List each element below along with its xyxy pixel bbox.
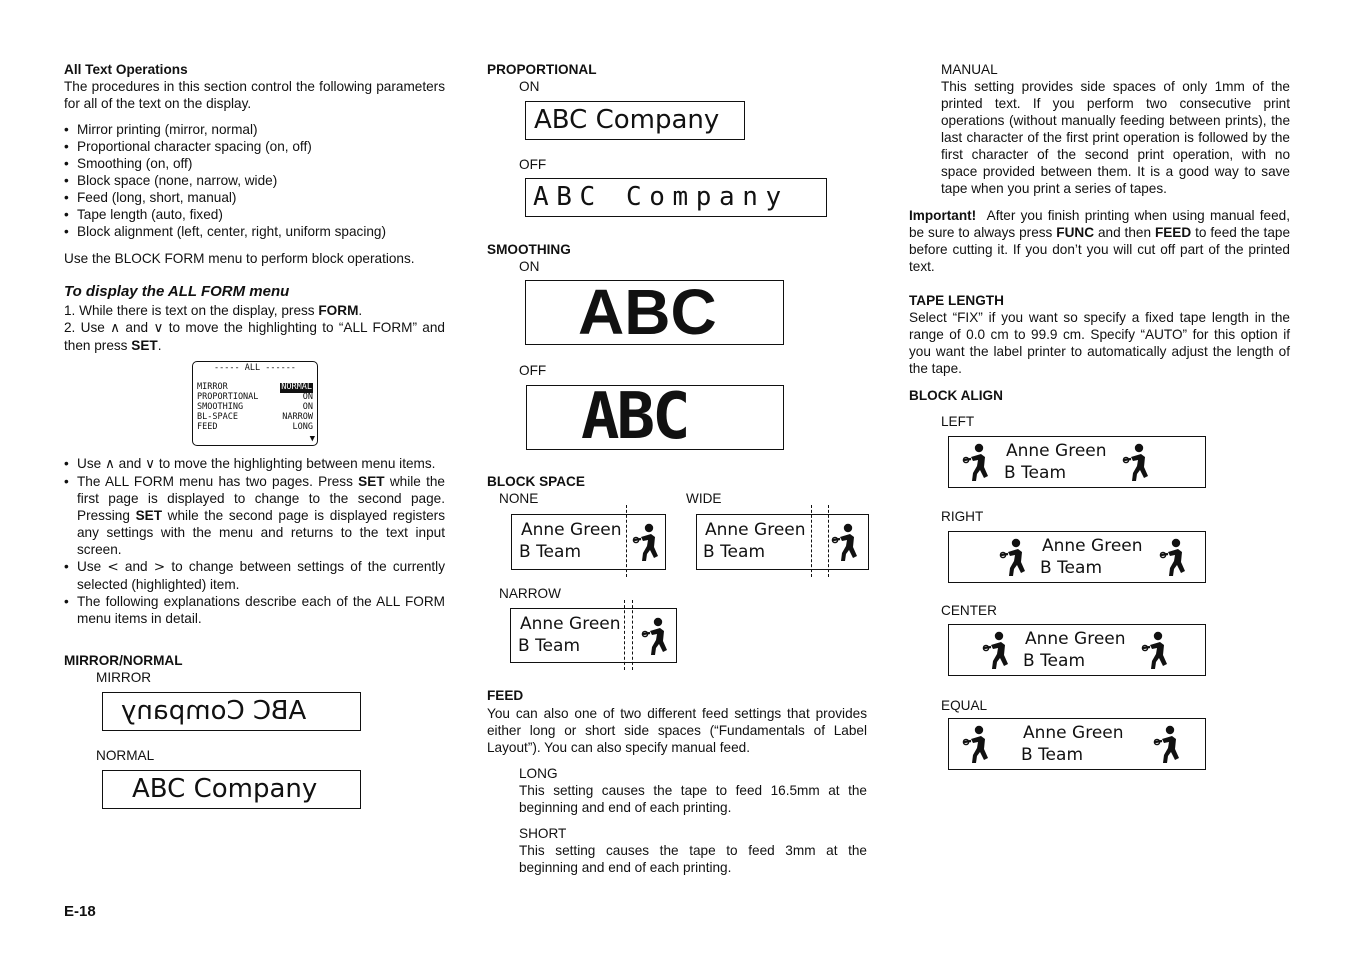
feed-text: You can also one of two different feed settings that provides either long or short side spaces (“Fundamentals of Label Layout”). You can also specify manual feed.: [487, 706, 867, 755]
list-item: • Block space (none, narrow, wide): [64, 172, 445, 189]
align-left-sample: Anne Green B Team: [948, 436, 1206, 488]
manual-text: This setting provides side spaces of only 1mm of the printed text. If you perform two consecutive print operations (without manually feeding between prints), the last character of the first print operation is followed by the first character of the second print operation, with no space provided between them. It is a good way to save tape when you print a series of tapes.: [941, 79, 1290, 196]
mirror-label-sample: [102, 692, 361, 731]
prop-on-sample: ABC Company: [525, 101, 745, 140]
list-item: • Use < and > to change between settings of the currently selected (highlighted) item.: [64, 558, 445, 593]
align-equal-label: EQUAL: [941, 698, 988, 713]
prop-off-label: OFF: [519, 157, 547, 172]
lcd-row: SMOOTHING ON: [197, 402, 313, 412]
list-item: • Feed (long, short, manual): [64, 189, 445, 206]
menu-notes: [64, 455, 445, 627]
tennis-player-icon: [962, 725, 992, 765]
block-divider: [811, 505, 812, 577]
block-space-narrow-sample: Anne Green B Team: [510, 608, 677, 663]
step-1: 1. While there is text on the display, press FORM.: [64, 303, 363, 318]
lcd-title: ----- ALL ------: [214, 363, 296, 373]
normal-sample-text: ABC Company: [132, 774, 318, 804]
align-left-label: LEFT: [941, 414, 975, 429]
list-item: • Use ∧ and ∨ to move the highlighting between menu items.: [64, 455, 445, 473]
align-right-label: RIGHT: [941, 509, 984, 524]
lcd-row: MIRROR NORMAL: [197, 382, 312, 392]
block-divider: [624, 600, 625, 670]
align-equal-sample: Anne Green B Team: [948, 718, 1206, 770]
tape-length-heading: TAPE LENGTH: [909, 293, 1004, 308]
up-arrow-icon: ∧: [110, 320, 121, 336]
list-item: • The ALL FORM menu has two pages. Press SET while the first page is displayed to change to the second page. Pressing SET while the second page is displayed registers any settings with the menu and returns to the text input screen.: [64, 473, 445, 558]
manual-label: MANUAL: [941, 62, 998, 77]
narrow-label: NARROW: [499, 586, 561, 601]
lcd-display: [192, 361, 318, 446]
mirror-label: MIRROR: [96, 670, 152, 685]
short-label: SHORT: [519, 826, 567, 841]
lcd-row: BL-SPACE NARROW: [197, 412, 313, 422]
lcd-row: PROPORTIONAL ON: [197, 392, 313, 402]
block-divider: [632, 600, 633, 670]
parameter-list: [64, 121, 445, 240]
block-space-none-sample: Anne Green B Team: [511, 514, 666, 570]
block-space-wide-sample: Anne Green B Team: [696, 514, 869, 570]
lcd-row: FEED LONG: [197, 422, 313, 432]
all-text-intro: The procedures in this section control the following parameters for all of the text on the display.: [64, 79, 445, 111]
proportional-heading: PROPORTIONAL: [487, 62, 597, 77]
tennis-player-icon: [999, 538, 1029, 578]
wide-label: WIDE: [686, 491, 722, 506]
smooth-off-label: OFF: [519, 363, 547, 378]
tennis-player-icon: [831, 523, 861, 563]
up-arrow-icon: ∧: [104, 456, 115, 472]
down-arrow-icon: ∨: [145, 456, 156, 472]
list-item: • Smoothing (on, off): [64, 155, 445, 172]
tennis-player-icon: [1122, 443, 1152, 483]
short-text: This setting causes the tape to feed 3mm at the beginning and end of each printing.: [519, 843, 867, 875]
list-item: • Mirror printing (mirror, normal): [64, 121, 445, 138]
smooth-on-sample: ABC: [525, 280, 784, 345]
block-form-note: Use the BLOCK FORM menu to perform block operations.: [64, 251, 415, 266]
tennis-player-icon: [1141, 631, 1171, 671]
tennis-player-icon: [962, 443, 992, 483]
block-divider: [828, 505, 829, 577]
mirror-sample-text: ABC Company: [121, 696, 307, 726]
list-item: • Proportional character spacing (on, off): [64, 138, 445, 155]
lcd-highlight: NORMAL: [281, 382, 312, 392]
all-text-heading: All Text Operations: [64, 62, 188, 77]
align-right-sample: Anne Green B Team: [948, 531, 1206, 583]
smooth-off-sample: ABC: [526, 385, 784, 450]
list-item: • Block alignment (left, center, right, uniform spacing): [64, 223, 445, 240]
step-2: 2. Use ∧ and ∨ to move the highlighting to “ALL FORM” and then press SET.: [64, 320, 445, 353]
align-center-sample: Anne Green B Team: [948, 624, 1206, 676]
triangle-down-icon: ▼: [309, 434, 315, 445]
down-arrow-icon: ∨: [153, 320, 164, 336]
smooth-on-label: ON: [519, 259, 540, 274]
mirror-heading: MIRROR/NORMAL: [64, 653, 183, 668]
feed-heading: FEED: [487, 688, 524, 703]
list-item: • The following explanations describe each of the ALL FORM menu items in detail.: [64, 593, 445, 627]
left-arrow-icon: <: [107, 559, 119, 575]
tennis-player-icon: [982, 631, 1012, 671]
right-arrow-icon: >: [153, 559, 166, 575]
tennis-player-icon: [632, 523, 662, 563]
important-note: Important! After you finish printing when using manual feed, be sure to always press FUNC and then FEED to feed the tape before cutting it. If you don’t you will cut off part of the printed text.: [909, 208, 1291, 274]
tape-length-text: Select “FIX” if you want so specify a fixed tape length in the range of 0.0 cm to 99.9 cm. Specify “AUTO” for this option if you want the label printer to automatically adjust the length of the tape.: [909, 310, 1290, 376]
none-label: NONE: [499, 491, 539, 506]
tennis-player-icon: [1159, 538, 1189, 578]
block-align-heading: BLOCK ALIGN: [909, 388, 1003, 403]
all-form-subheading: To display the ALL FORM menu: [64, 283, 290, 300]
tennis-player-icon: [1153, 725, 1183, 765]
align-center-label: CENTER: [941, 603, 997, 618]
normal-label: NORMAL: [96, 748, 155, 763]
long-label: LONG: [519, 766, 558, 781]
page-number: E-18: [64, 903, 96, 920]
block-space-heading: BLOCK SPACE: [487, 474, 585, 489]
block-divider: [626, 505, 627, 577]
prop-on-label: ON: [519, 79, 540, 94]
normal-label-sample: [102, 770, 361, 809]
long-text: This setting causes the tape to feed 16.5mm at the beginning and end of each printing.: [519, 783, 867, 815]
smoothing-heading: SMOOTHING: [487, 242, 571, 257]
list-item: • Tape length (auto, fixed): [64, 206, 445, 223]
tennis-player-icon: [641, 617, 671, 657]
prop-off-sample: ABC Company: [525, 178, 827, 217]
